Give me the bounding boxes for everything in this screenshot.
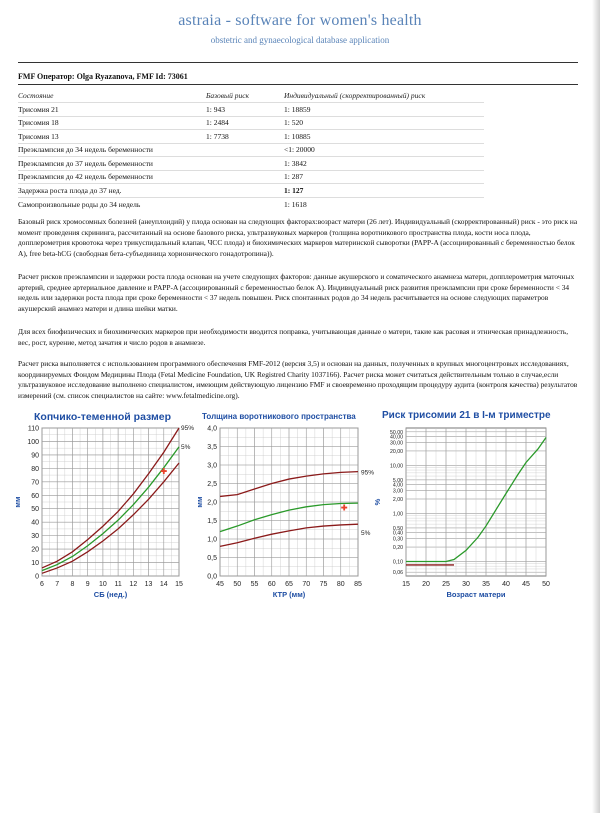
- x-tick-label: 15: [402, 581, 410, 588]
- row-base-risk: [206, 157, 284, 171]
- y-tick-label: 5,00: [392, 477, 403, 484]
- y-tick-label: 0: [35, 573, 39, 581]
- y-tick-label: 0,50: [392, 525, 403, 532]
- x-tick-label: 10: [98, 581, 107, 588]
- y-tick-label: 3,00: [392, 488, 403, 495]
- x-tick-label: 40: [502, 581, 510, 588]
- row-base-risk: [206, 170, 284, 184]
- y-tick-label: 4,0: [207, 425, 217, 433]
- y-tick-label: 60: [31, 492, 39, 500]
- x-tick-label: 50: [542, 581, 550, 588]
- percentile-label: 95%: [181, 425, 195, 432]
- table-row: [18, 197, 484, 211]
- table-row: [18, 143, 484, 157]
- x-tick-label: 9: [85, 581, 90, 588]
- x-tick-label: 8: [70, 581, 75, 588]
- row-condition: Преэклампсия до 42 недель беременности: [18, 170, 206, 184]
- chart-nt-title: Толщина воротникового пространства: [202, 412, 356, 421]
- x-tick-label: 85: [354, 581, 362, 588]
- header-title: astraia - software for women's health: [178, 12, 422, 29]
- x-tick-label: 20: [422, 581, 430, 588]
- row-base-risk: 1: 7738: [206, 130, 284, 144]
- y-tick-label: 0,10: [392, 559, 403, 566]
- x-axis-label: КТР (мм): [272, 590, 306, 599]
- page-edge-shadow: [592, 0, 600, 813]
- y-tick-label: 110: [27, 425, 39, 433]
- x-tick-label: 15: [175, 581, 183, 588]
- y-tick-label: 50: [31, 506, 39, 514]
- paragraph-corrections: Для всех биофизических и биохимических маркеров при необходимости вводится поправка, учитывающая данные о матери, такие как расовая и этническая принадлежность, вес, рост, курение, метод зачатия и число родов в анамнезе.: [18, 327, 569, 347]
- table-row: [18, 130, 484, 144]
- y-tick-label: 30: [31, 533, 39, 541]
- y-tick-label: 2,00: [392, 496, 403, 503]
- row-base-risk: [206, 197, 284, 211]
- row-individual-risk: 1: 18859: [284, 103, 484, 117]
- row-condition: Трисомия 21: [18, 103, 206, 117]
- row-base-risk: [206, 184, 284, 198]
- y-tick-label: 4,00: [392, 482, 403, 489]
- risk-table-header: [18, 89, 484, 103]
- y-tick-label: 0,5: [207, 555, 217, 562]
- chart-crl-title: Копчико-теменной размер: [34, 411, 172, 423]
- x-tick-label: 65: [285, 581, 293, 588]
- row-condition: Трисомия 13: [18, 130, 206, 144]
- y-tick-label: 2,0: [207, 499, 217, 507]
- header-divider: [18, 62, 578, 63]
- percentile-label: 95%: [361, 469, 375, 477]
- x-tick-label: 70: [302, 581, 311, 588]
- x-tick-label: 80: [336, 581, 345, 588]
- y-tick-label: 3,0: [207, 462, 217, 470]
- y-tick-label: 80: [31, 465, 39, 473]
- x-tick-label: 45: [216, 581, 224, 588]
- table-row: [18, 103, 484, 117]
- y-tick-label: 40,00: [390, 434, 403, 441]
- y-tick-label: 20: [31, 546, 39, 554]
- y-tick-label: 0,30: [392, 536, 403, 543]
- paragraph-preeclampsia-risk: Расчет рисков преэклампсии и задержки роста плода основан на учете следующих факторов: данные акушерского и соматического анамнеза матери, допплерометрия маточных артерий, среднее артериальное давление и PAPP-A (ассоциированный с беременностью белок А). Индивидуальный риск развития преэклампсии при сроке беременности < 34 недель или задержки роста плода при сроке беременности < 37 недель повышен. Риск спонтанных родов до 34 недель расчитывается на основе следующих параметров акушерский анамнез матери и длина шейки матки.: [18, 272, 575, 313]
- row-individual-risk: <1: 20000: [284, 143, 484, 157]
- paragraph-software-info: Расчет риска выполняется с использованием программного обеспечения FMF-2012 (версия 3,5) и основан на данных, полученных в крупных многоцентровых исследованиях, координируемых Фондом Медицины Плода (Fetal Medicine Foundation, UK Registred Charity 1037166). Расчет риска может считаться действительным только в случае,если ультразвуковое исследование выполнено специалистом, имеющим действующую лицензию FMF и своевременно проходящим процедуру аудита (контроля качества) результатов измерений (см. список специалистов на сайте: www.fetalmedicine.org).: [18, 359, 578, 400]
- header-base-risk: Базовый риск: [206, 91, 250, 100]
- y-tick-label: 2,5: [207, 481, 217, 488]
- x-tick-label: 30: [462, 581, 470, 588]
- y-tick-label: 3,5: [207, 444, 217, 451]
- x-tick-label: 11: [114, 581, 122, 588]
- row-condition: Преэклампсия до 37 недель беременности: [18, 157, 206, 171]
- y-tick-label: 90: [31, 452, 39, 460]
- y-axis-label: мм: [195, 496, 204, 508]
- x-tick-label: 60: [267, 581, 276, 588]
- y-tick-label: 1,5: [207, 518, 217, 525]
- row-individual-risk: 1: 287: [284, 170, 484, 184]
- row-condition: Преэклампсия до 34 недель беременности: [18, 143, 206, 157]
- y-tick-label: 0,40: [392, 530, 403, 537]
- row-individual-risk: 1: 520: [284, 116, 484, 130]
- chart-nt: [196, 422, 376, 608]
- header-subtitle: obstetric and gynaecological database application: [210, 35, 390, 45]
- y-tick-label: 10: [31, 560, 39, 568]
- row-base-risk: 1: 943: [206, 103, 284, 117]
- operator-line: FMF Оператор: Olga Ryazanova, FMF Id: 73061: [18, 72, 188, 81]
- y-tick-label: 1,00: [392, 511, 403, 518]
- y-tick-label: 20,00: [390, 448, 403, 455]
- y-axis-label: %: [373, 498, 382, 506]
- x-tick-label: 6: [40, 581, 44, 588]
- x-tick-label: 13: [144, 581, 153, 588]
- row-individual-risk: 1: 127: [284, 184, 484, 198]
- document-header: [0, 12, 600, 45]
- y-tick-label: 1,0: [207, 536, 217, 544]
- operator-divider: [18, 84, 578, 85]
- y-tick-label: 100: [27, 438, 39, 446]
- row-base-risk: [206, 143, 284, 157]
- percentile-label: 5%: [361, 530, 371, 538]
- paragraph-aneuploidy-risk: Базовый риск хромосомных болезней (анеуплоидий) у плода основан на следующих факторах:возраст матери (26 лет). Индивидуальный (скорректированный) риск - это риск на момент проведения скрининга, рассчитанный на основе базового риска, ультразвуковых маркеров (толщина воротникового пространства плода, кости носа плода, допплерометрия кровотока через трикуспидальный клапан, ЧСС плода) и биохимических маркеров материнской сыворотки (PAPP-A (ассоциированный с беременностью белок А), free beta-hCG (свободная бета-субъединица хорионического гонадотропина)).: [18, 217, 578, 258]
- table-row: [18, 170, 484, 184]
- x-tick-label: 12: [129, 581, 138, 588]
- y-axis-label: мм: [13, 496, 22, 508]
- row-individual-risk: 1: 10885: [284, 130, 484, 144]
- percentile-label: 5%: [181, 443, 191, 451]
- x-axis-label: Возраст матери: [446, 590, 506, 599]
- header-individual-risk: Индивидуальный (скорректированный) риск: [284, 91, 426, 100]
- x-tick-label: 35: [482, 581, 490, 588]
- x-tick-label: 14: [159, 581, 168, 588]
- chart-crl: [12, 422, 202, 608]
- table-row: [18, 184, 484, 198]
- row-condition: Задержка роста плода до 37 нед.: [18, 184, 206, 198]
- x-tick-label: 7: [55, 581, 60, 588]
- row-condition: Трисомия 18: [18, 116, 206, 130]
- table-row: [18, 116, 484, 130]
- y-tick-label: 50,00: [390, 429, 403, 436]
- y-tick-label: 0,20: [392, 545, 403, 552]
- table-row: [18, 157, 484, 171]
- row-individual-risk: 1: 1618: [284, 197, 484, 211]
- x-tick-label: 45: [522, 581, 530, 588]
- y-tick-label: 40: [31, 519, 39, 527]
- row-condition: Самопроизвольные роды до 34 недель: [18, 197, 206, 211]
- x-tick-label: 25: [442, 581, 450, 588]
- chart-t21-risk: [372, 422, 554, 608]
- y-tick-label: 30,00: [390, 440, 403, 447]
- chart-t21-title: Риск трисомии 21 в I-м триместре: [382, 410, 551, 421]
- y-tick-label: 10,00: [390, 463, 403, 470]
- risk-table: [18, 89, 484, 211]
- x-axis-label: СБ (нед.): [93, 590, 128, 599]
- row-base-risk: 1: 2484: [206, 116, 284, 130]
- x-tick-label: 75: [319, 581, 328, 588]
- header-condition: Состояние: [18, 91, 54, 100]
- y-tick-label: 0,06: [392, 570, 403, 577]
- row-individual-risk: 1: 3842: [284, 157, 484, 171]
- y-tick-label: 0,0: [207, 573, 217, 581]
- y-tick-label: 70: [31, 479, 39, 487]
- x-tick-label: 55: [250, 581, 259, 588]
- x-tick-label: 50: [233, 581, 242, 588]
